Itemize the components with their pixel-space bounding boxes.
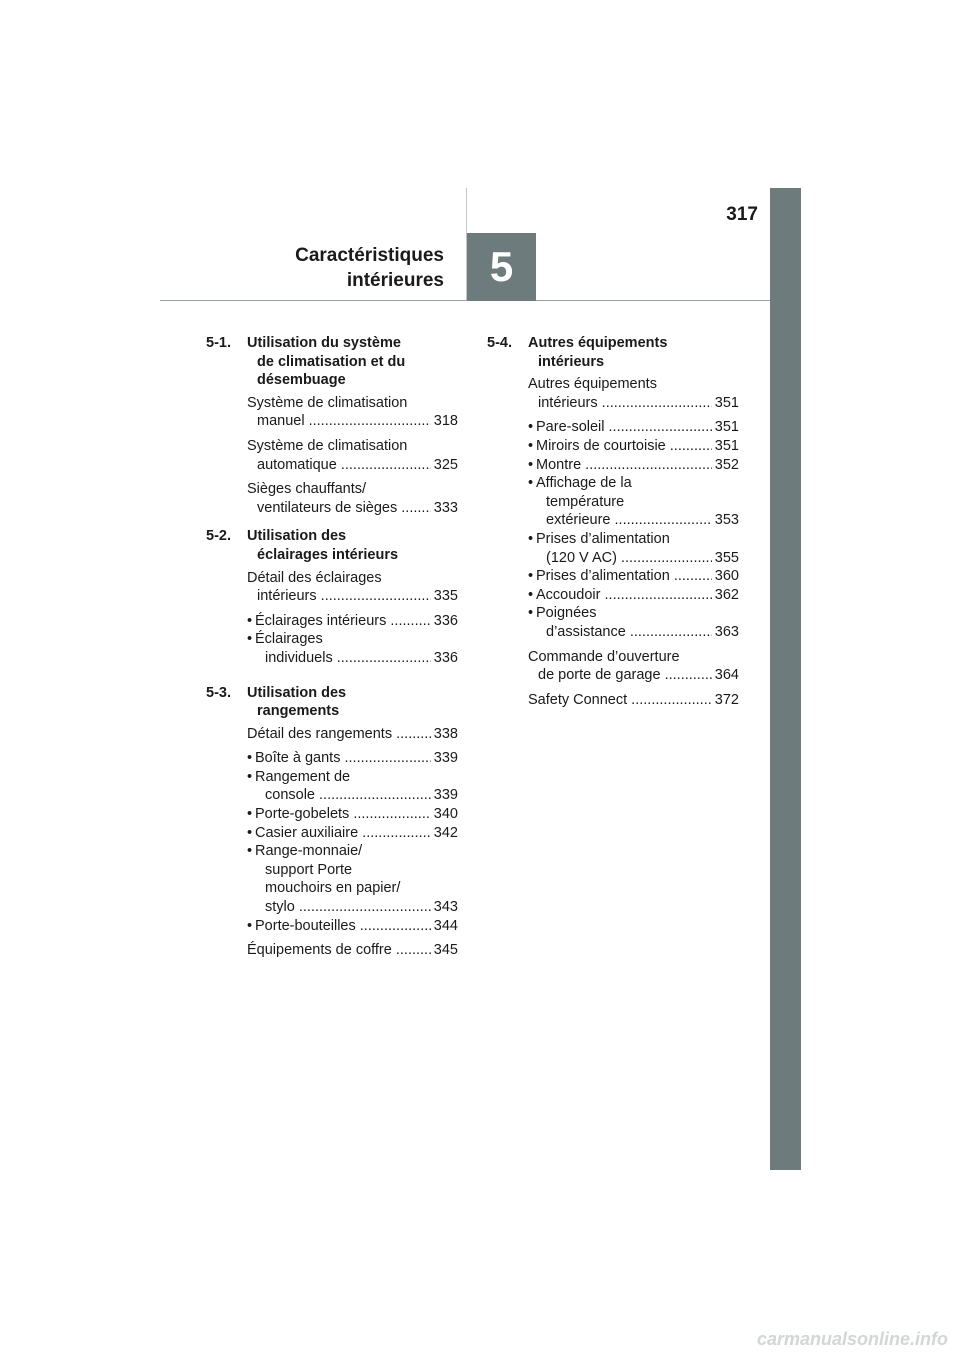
toc-entry-leader-row [247,587,458,606]
toc-section-5-4 [487,334,739,709]
toc-sub-entry[interactable] [247,749,458,768]
toc-entry-text: Montre ..... [536,456,712,475]
chapter-number-box [467,233,536,301]
bullet-icon: • [528,568,534,585]
toc-entry-leader-row [255,917,458,936]
toc-entry-text: d’assistance ..... [546,623,712,642]
toc-entry-text: Système de climatisation [247,437,408,454]
toc-page-number[interactable]: 372 [714,691,739,708]
toc-sub-entry[interactable] [247,805,458,824]
toc-sub-entry[interactable] [528,530,739,567]
toc-entry-leader-row [536,511,739,530]
toc-entry-leader-row [255,824,458,843]
bullet-icon: • [247,631,253,648]
section-title [247,684,458,721]
section-number: 5-1. [206,335,231,351]
toc-page-number[interactable]: 333 [433,499,458,516]
toc-entry[interactable] [247,941,458,960]
section-title [528,334,739,371]
chapter-title-line-1: Caractéristiques [295,245,444,266]
section-heading [206,527,458,564]
toc-entry-text: Système de climatisation [247,394,408,411]
bullet-icon: • [528,475,534,492]
toc-entry-text: Prises d’alimentation [536,530,670,547]
bullet-icon: • [247,824,253,841]
toc-page-number[interactable]: 360 [714,568,739,585]
header-horizontal-rule [160,300,770,301]
toc-entry-leader-row [536,549,739,568]
toc-entry-leader-row [247,412,458,431]
toc-sub-entry[interactable] [528,418,739,437]
section-heading [206,334,458,390]
bullet-icon: • [528,419,534,436]
toc-entry-text: support Porte [265,861,353,878]
section-title-line: désembuage [257,372,346,389]
section-title-line: Autres équipements [528,335,668,351]
chapter-title-line-2: intérieures [346,270,444,291]
toc-entry-leader-row [247,499,458,518]
toc-entry-text: Éclairages intérieurs ..... [255,612,431,631]
bullet-icon: • [247,750,253,767]
toc-entry-leader-row [536,586,739,605]
toc-entry-leader-row [247,456,458,475]
toc-entry[interactable] [247,480,458,517]
toc-entry[interactable] [528,375,739,412]
toc-entry-leader-row [255,898,458,917]
bullet-icon: • [528,605,534,622]
toc-sub-entry[interactable] [528,474,739,530]
section-number: 5-3. [206,684,231,701]
toc-entry[interactable] [247,569,458,606]
toc-page-number[interactable]: 351 [714,437,739,454]
toc-entry-leader-row [255,786,458,805]
toc-column-right [487,334,739,719]
section-title-line: de climatisation et du [257,353,406,370]
toc-entry-text: température [546,493,625,510]
toc-sub-entry[interactable] [247,917,458,936]
toc-entry-text: Commande d’ouverture [528,648,680,665]
toc-page-number[interactable]: 364 [714,667,739,684]
section-title-line: Utilisation des [247,684,347,701]
section-title-line: Utilisation du système [247,335,401,351]
toc-sub-entry[interactable] [528,567,739,586]
toc-entry-text: Miroirs de courtoisie ..... [536,437,712,456]
toc-entry[interactable] [247,437,458,474]
toc-entry-leader-row [528,666,739,685]
toc-entry-text: Rangement de [255,768,351,785]
toc-entry-leader-row [247,941,458,960]
section-heading [206,684,458,721]
toc-entry-text: manuel ..... [257,412,431,431]
toc-section-5-3 [206,684,458,960]
toc-entry-text: Détail des rangements ..... [247,725,431,744]
toc-entry[interactable] [528,648,739,685]
toc-entry[interactable] [528,691,739,710]
toc-entry-text: Safety Connect ..... [528,691,712,710]
toc-page-number[interactable]: 343 [433,899,458,916]
toc-entry-leader-row [536,456,739,475]
toc-entry-leader-row [536,437,739,456]
page-number: 317 [726,204,758,225]
toc-entry-text: console ..... [265,786,431,805]
bullet-icon: • [528,530,534,547]
chapter-number: 5 [489,243,514,290]
toc-entry-text: Casier auxiliaire ..... [255,824,431,843]
toc-entry-text: stylo ..... [265,898,431,917]
toc-entry-text: intérieurs ..... [538,394,712,413]
section-title-line: intérieurs [538,353,605,370]
toc-entry-leader-row [255,612,458,631]
toc-section-5-1 [206,334,458,517]
toc-page-number[interactable]: 351 [714,419,739,436]
toc-entry-leader-row [255,805,458,824]
toc-entry-leader-row [536,623,739,642]
toc-entry-text: Porte-gobelets ..... [255,805,431,824]
toc-entry-text: individuels ..... [265,649,431,668]
toc-page-number[interactable]: 352 [714,456,739,473]
section-heading [487,334,739,371]
toc-entry-leader-row [536,418,739,437]
toc-entry-text: intérieurs ..... [257,587,431,606]
toc-sub-entry[interactable] [528,456,739,475]
toc-entry-text: Poignées [536,605,597,622]
toc-section-5-2 [206,527,458,673]
toc-sub-entry[interactable] [247,768,458,805]
toc-page-number[interactable]: 340 [433,806,458,823]
section-title-line: rangements [257,703,340,720]
toc-sub-entry[interactable] [528,586,739,605]
toc-entry-text: de porte de garage ..... [538,666,712,685]
toc-entry-leader-row [528,394,739,413]
section-title-line: éclairages intérieurs [257,546,399,563]
toc-column-left [206,334,458,970]
toc-sub-entry[interactable] [247,630,458,667]
section-title [247,334,458,390]
toc-entry-text: Affichage de la [536,475,632,492]
toc-page-number[interactable]: 362 [714,586,739,603]
toc-page-number[interactable]: 335 [433,588,458,605]
toc-entry-leader-row [247,725,458,744]
toc-entry-text: Détail des éclairages [247,569,382,586]
toc-page-number[interactable]: 336 [433,649,458,666]
bullet-icon: • [247,806,253,823]
bullet-icon: • [247,843,253,860]
toc-page-number[interactable]: 353 [714,512,739,529]
toc-entry-leader-row [255,749,458,768]
toc-page-number[interactable]: 339 [433,750,458,767]
toc-page-number[interactable]: 339 [433,787,458,804]
toc-page-number[interactable]: 345 [433,942,458,959]
toc-sub-entry[interactable] [528,437,739,456]
section-number: 5-4. [487,335,512,351]
toc-entry-text: Sièges chauffants/ [247,481,367,498]
toc-entry[interactable] [247,725,458,744]
toc-entry-leader-row [255,649,458,668]
toc-entry-text: Accoudoir ..... [536,586,712,605]
toc-page-number[interactable]: 336 [433,612,458,629]
toc-entry-text: Porte-bouteilles ..... [255,917,431,936]
toc-entry-text: extérieure ..... [546,511,712,530]
toc-entry-text: Éclairages [255,631,323,648]
bullet-icon: • [247,917,253,934]
toc-entry-text: Équipements de coffre ..... [247,941,431,960]
toc-page-number[interactable]: 351 [714,394,739,411]
toc-entry-text: Range-monnaie/ [255,843,363,860]
toc-entry-text: Prises d’alimentation ..... [536,567,712,586]
section-title [247,527,458,564]
toc-page-number[interactable]: 325 [433,456,458,473]
chapter-side-tab [770,188,801,1170]
toc-entry[interactable] [247,394,458,431]
toc-sub-entry[interactable] [247,612,458,631]
toc-entry-text: Pare-soleil ..... [536,418,712,437]
bullet-icon: • [247,768,253,785]
toc-entry-leader-row [528,691,739,710]
toc-page-number[interactable]: 342 [433,824,458,841]
toc-sub-entry[interactable] [247,824,458,843]
section-title-line: Utilisation des [247,528,347,545]
bullet-icon: • [528,437,534,454]
toc-entry-text: Boîte à gants ..... [255,749,431,768]
toc-entry-text: Autres équipements [528,376,657,393]
toc-sub-entry[interactable] [247,842,458,916]
toc-entry-text: mouchoirs en papier/ [265,880,401,897]
bullet-icon: • [528,456,534,473]
toc-page-number[interactable]: 318 [433,413,458,430]
chapter-title [295,243,444,293]
toc-page-number[interactable]: 344 [433,917,458,934]
toc-entry-text: (120 V AC) ..... [546,549,712,568]
toc-page-number[interactable]: 338 [433,725,458,742]
watermark: carmanualsonline.info [756,1329,948,1349]
toc-entry-text: ventilateurs de sièges ..... [257,499,431,518]
toc-entry-leader-row [536,567,739,586]
toc-page-number[interactable]: 355 [714,549,739,566]
toc-entry-text: automatique ..... [257,456,431,475]
bullet-icon: • [247,612,253,629]
bullet-icon: • [528,586,534,603]
toc-sub-entry[interactable] [528,604,739,641]
toc-page-number[interactable]: 363 [714,623,739,640]
section-number: 5-2. [206,528,231,545]
